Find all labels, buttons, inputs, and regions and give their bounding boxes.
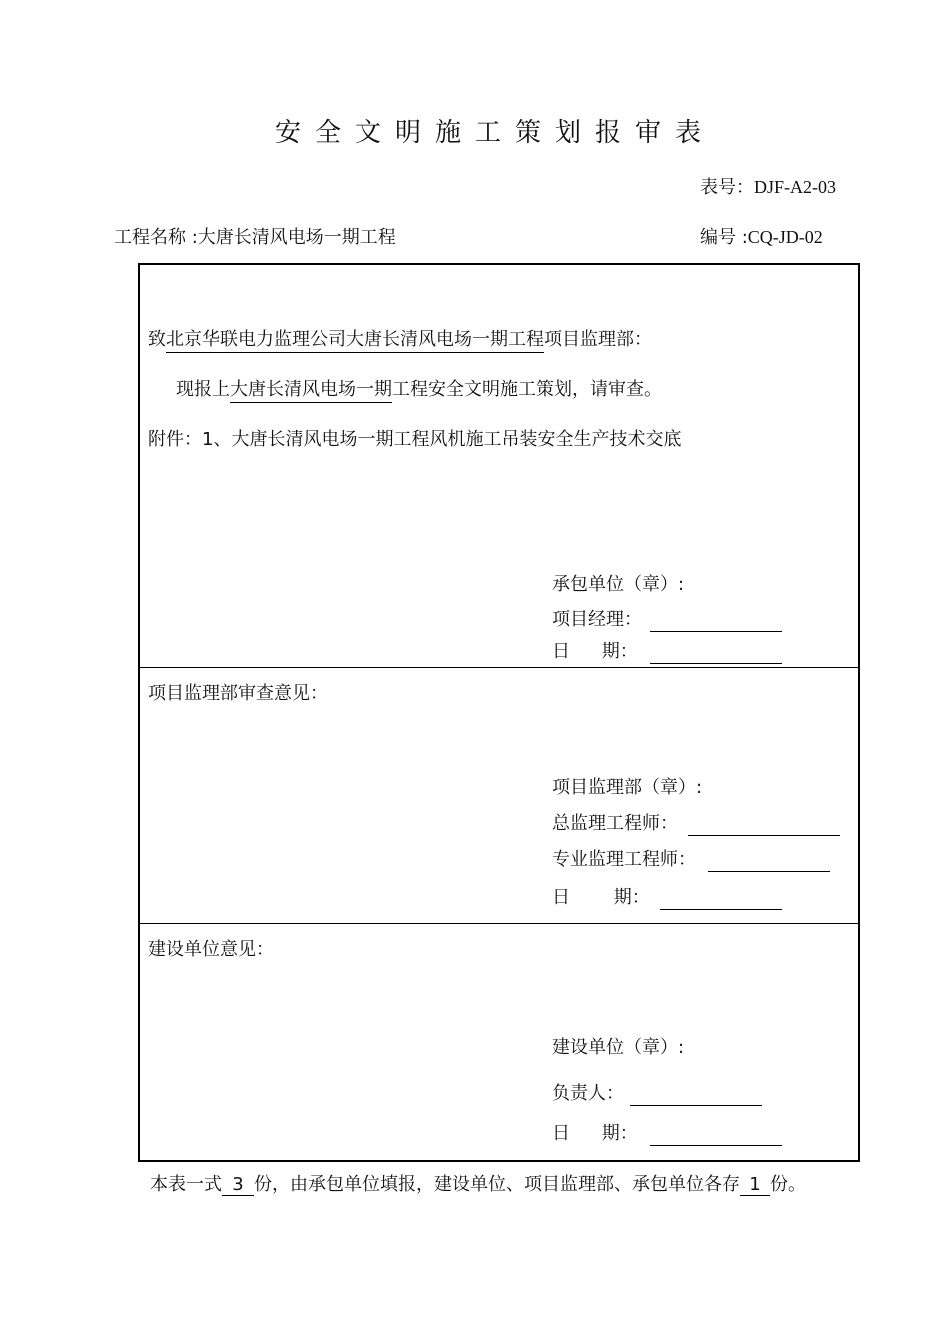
- form-title: 安全文明施工策划报审表: [274, 118, 715, 148]
- report-line: [176, 375, 662, 401]
- attachment-line: 附件：1、大唐长清风电场一期工程风机施工吊装安全生产技术交底: [148, 429, 682, 450]
- copies-total: 3: [222, 1174, 254, 1196]
- specialist-engineer-label: 专业监理工程师：: [552, 849, 696, 870]
- section-divider-1: [140, 667, 858, 668]
- chief-engineer-label: 总监理工程师：: [552, 813, 678, 834]
- chief-engineer-signature-line[interactable]: [688, 835, 840, 836]
- form-number: [700, 173, 836, 199]
- addressee-suffix: 项目监理部：: [544, 329, 652, 350]
- owner-opinion-heading: 建设单位意见：: [148, 939, 274, 960]
- supervision-dept-seal-label: 项目监理部（章）:: [552, 777, 703, 798]
- footer-text-1: 本表一式: [150, 1174, 222, 1195]
- serial-number-label: 编号 :: [700, 227, 748, 248]
- responsible-person-signature-line[interactable]: [630, 1105, 762, 1106]
- project-name-value: 大唐长清风电场一期工程: [197, 227, 396, 248]
- addressee-line: [148, 325, 652, 351]
- footer-text-2: 份，由承包单位填报，建设单位、项目监理部、承包单位各存: [254, 1174, 740, 1195]
- supervision-date-line[interactable]: [660, 909, 782, 910]
- report-suffix: 工程安全文明施工策划，请审查。: [392, 379, 662, 400]
- serial-number: [700, 223, 823, 249]
- contractor-date-line[interactable]: [650, 663, 782, 664]
- project-manager-label: 项目经理：: [552, 609, 642, 630]
- owner-date-label: 日 期：: [552, 1123, 638, 1144]
- copies-each: 1: [740, 1174, 770, 1196]
- serial-number-value: CQ-JD-02: [747, 227, 823, 247]
- owner-date-line[interactable]: [650, 1145, 782, 1146]
- specialist-engineer-signature-line[interactable]: [708, 871, 830, 872]
- addressee-name: 北京华联电力监理公司大唐长清风电场一期工程: [166, 329, 544, 353]
- footer-note: [150, 1170, 806, 1196]
- contractor-date-label: 日 期：: [552, 641, 638, 662]
- supervision-opinion-heading: 项目监理部审查意见：: [148, 683, 328, 704]
- form-table: [138, 263, 860, 1162]
- supervision-date-label: 日 期：: [552, 887, 650, 908]
- owner-seal-label: 建设单位（章）:: [552, 1037, 685, 1058]
- addressee-prefix: 致: [148, 329, 166, 350]
- report-subject: 大唐长清风电场一期: [230, 379, 392, 403]
- form-number-value: DJF-A2-03: [754, 177, 837, 197]
- project-name: [114, 223, 396, 249]
- responsible-person-label: 负责人：: [552, 1083, 624, 1104]
- report-prefix: 现报上: [176, 379, 230, 400]
- project-manager-signature-line[interactable]: [650, 631, 782, 632]
- form-number-label: 表号：: [700, 177, 754, 198]
- footer-text-3: 份。: [770, 1174, 806, 1195]
- contractor-seal-label: 承包单位（章）:: [552, 574, 685, 595]
- section-divider-2: [140, 923, 858, 924]
- project-name-label: 工程名称 :: [114, 227, 198, 248]
